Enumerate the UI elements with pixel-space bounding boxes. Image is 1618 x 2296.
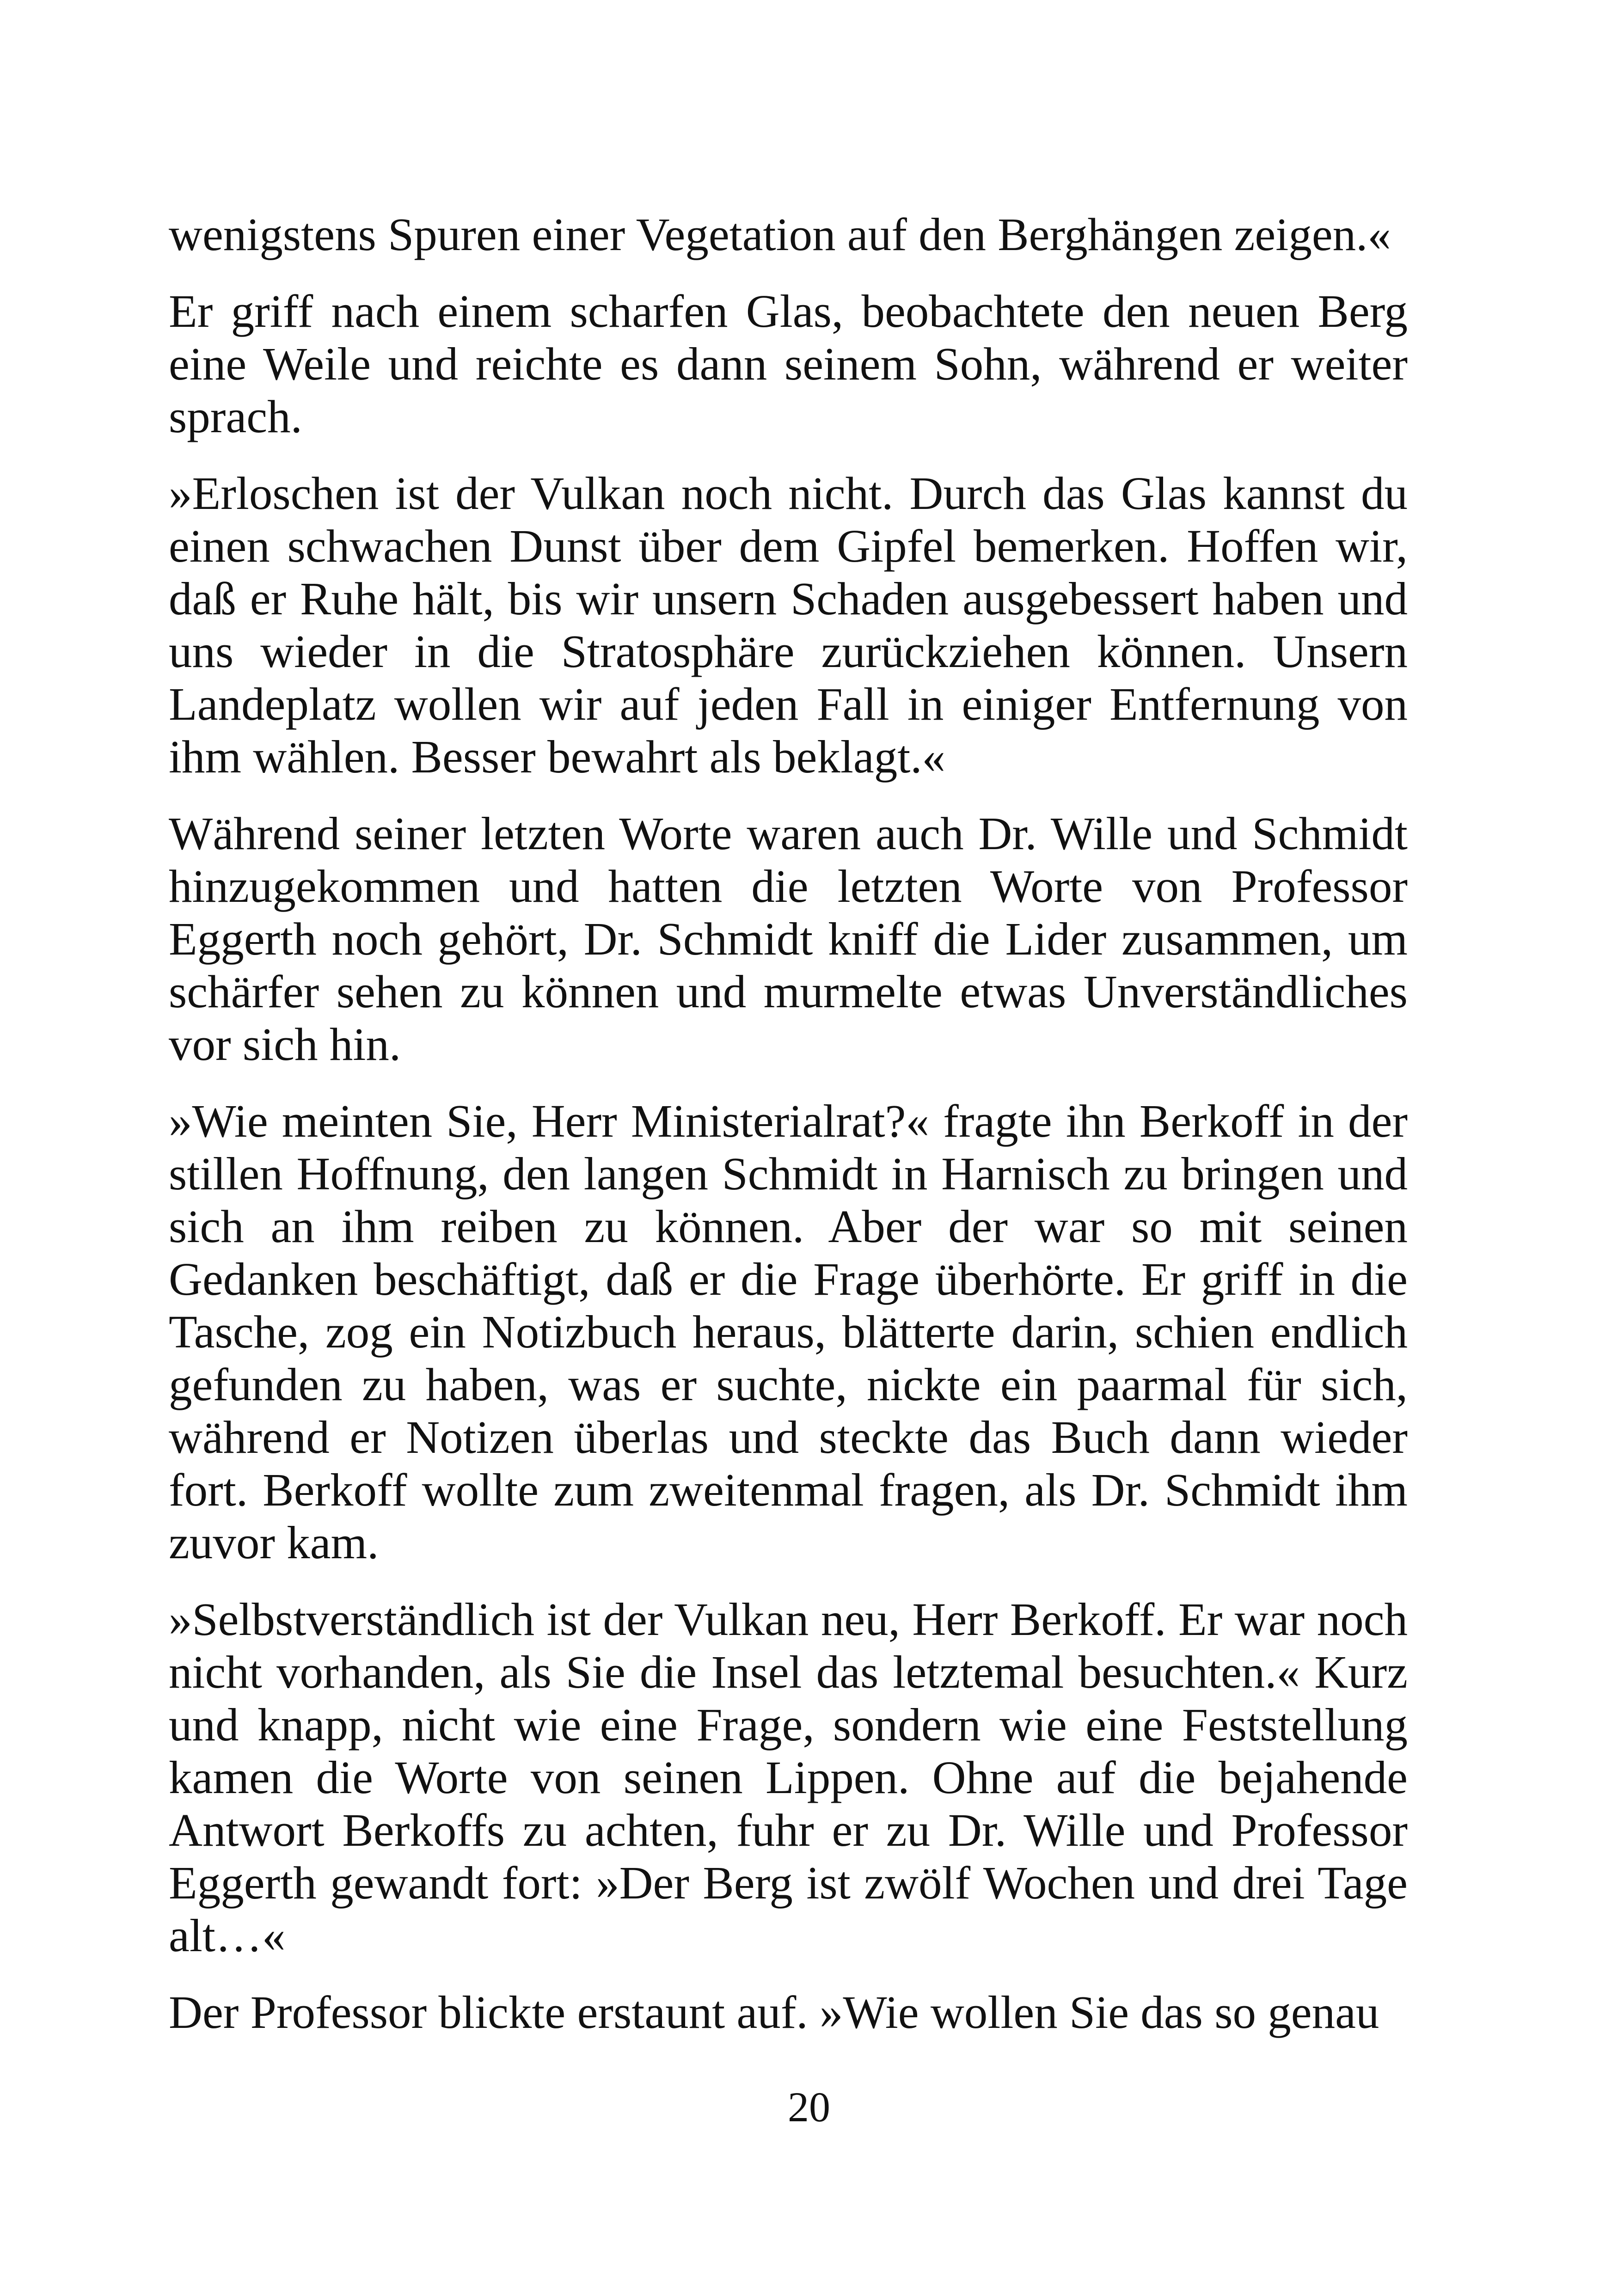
page-body — [169, 208, 1408, 2063]
paragraph: »Wie meinten Sie, Herr Ministerialrat?« fragte ihn Berkoff in der stillen Hoffnung, den langen Schmidt in Harnisch zu bringen und sich an ihm reiben zu können. Aber der war so mit seinen Gedanken beschäftigt, daß er die Frage überhörte. Er griff in die Tasche, zog ein Notizbuch heraus, blätterte darin, schien endlich gefunden zu haben, was er suchte, nickte ein paarmal für sich, während er Notizen überlas und steckte das Buch dann wieder fort. Berkoff wollte zum zweitenmal fragen, als Dr. Schmidt ihm zuvor kam. — [169, 1095, 1408, 1568]
paragraph: wenigstens Spuren einer Vegetation auf den Berghängen zeigen.« — [169, 208, 1391, 260]
paragraph: Der Professor blickte erstaunt auf. »Wie wollen Sie das so genau — [169, 1986, 1379, 2038]
paragraph: Während seiner letzten Worte waren auch Dr. Wille und Schmidt hinzugekommen und hatten die letzten Worte von Professor Eggerth noch gehört, Dr. Schmidt kniff die Lider zusammen, um schärfer sehen zu können und murmelte etwas Unverständliches vor sich hin. — [169, 808, 1408, 1070]
page-number: 20 — [788, 2083, 830, 2131]
paragraph: Er griff nach einem scharfen Glas, beobachtete den neuen Berg eine Weile und reichte es dann seinem Sohn, während er weiter sprach. — [169, 285, 1408, 442]
paragraph: »Selbstverständlich ist der Vulkan neu, Herr Berkoff. Er war noch nicht vorhanden, als Sie die Insel das letztemal besuchten.« Kurz und knapp, nicht wie eine Frage, sondern wie eine Feststellung kamen die Worte von seinen Lippen. Ohne auf die bejahende Antwort Berkoffs zu achten, fuhr er zu Dr. Wille und Professor Eggerth gewandt fort: »Der Berg ist zwölf Wochen und drei Tage alt…« — [169, 1593, 1408, 1961]
paragraph: »Erloschen ist der Vulkan noch nicht. Durch das Glas kannst du einen schwachen Dunst über dem Gipfel bemerken. Hoffen wir, daß er Ruhe hält, bis wir unsern Schaden ausgebessert haben und uns wieder in die Stratosphäre zurückziehen können. Unsern Landeplatz wollen wir auf jeden Fall in einiger Entfernung von ihm wählen. Besser bewahrt als beklagt.« — [169, 467, 1408, 783]
